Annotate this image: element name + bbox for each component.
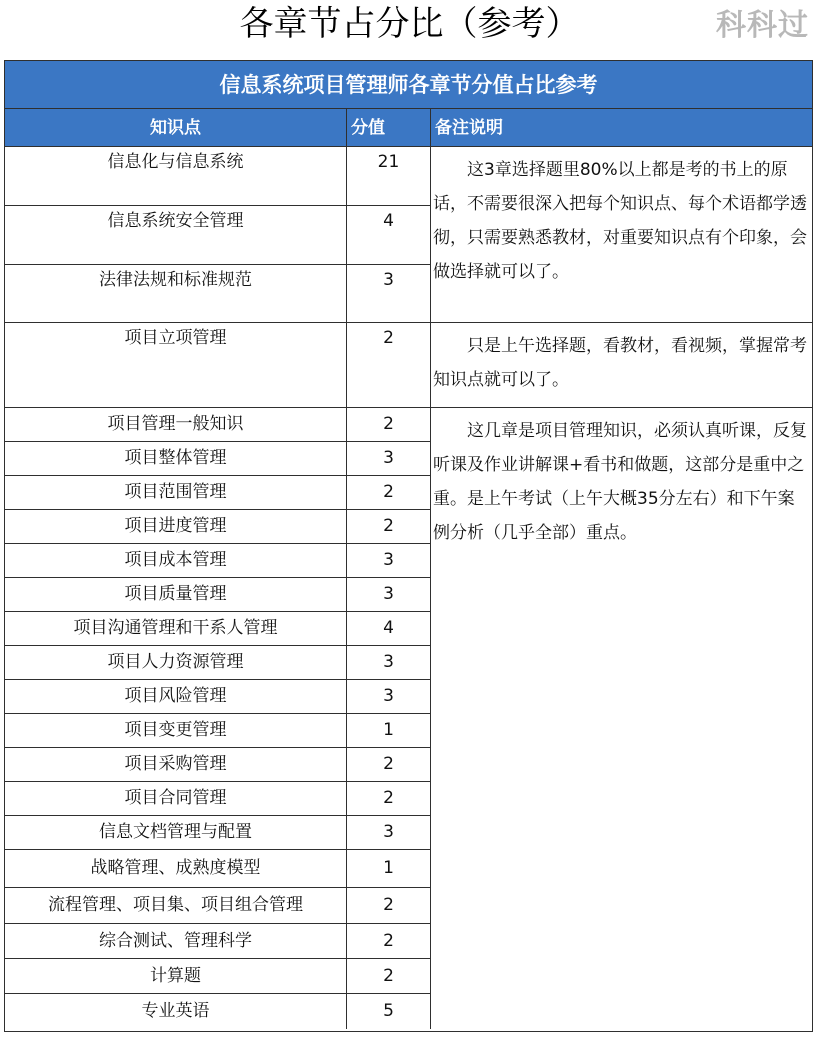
score-cell: 2 <box>347 959 431 994</box>
topic-cell: 项目变更管理 <box>5 714 347 748</box>
score-cell: 2 <box>347 323 431 408</box>
topic-cell: 项目整体管理 <box>5 442 347 476</box>
topic-cell: 项目管理一般知识 <box>5 408 347 442</box>
score-cell: 1 <box>347 714 431 748</box>
topic-cell: 信息系统安全管理 <box>5 206 347 265</box>
topic-cell: 项目立项管理 <box>5 323 347 408</box>
note-project-initiation: 只是上午选择题，看教材，看视频，掌握常考知识点就可以了。 <box>431 323 812 408</box>
page-title: 各章节占分比（参考） <box>239 4 580 44</box>
topic-cell: 综合测试、管理科学 <box>5 924 347 959</box>
note-project-management: 这几章是项目管理知识，必须认真听课，反复听课及作业讲解课+看书和做题，这部分是重中之重。是上午考试（上午大概35分左右）和下午案例分析（几乎全部）重点。 <box>433 421 807 543</box>
score-cell: 3 <box>347 816 431 850</box>
topic-cell: 计算题 <box>5 959 347 994</box>
topic-cell: 信息化与信息系统 <box>5 147 347 206</box>
score-cell: 3 <box>347 578 431 612</box>
topic-cell: 法律法规和标准规范 <box>5 265 347 323</box>
score-cell: 5 <box>347 994 431 1029</box>
score-cell: 2 <box>347 408 431 442</box>
score-cell: 2 <box>347 782 431 816</box>
topic-cell: 项目风险管理 <box>5 680 347 714</box>
topic-cell: 项目采购管理 <box>5 748 347 782</box>
score-cell: 2 <box>347 748 431 782</box>
header-notes: 备注说明 <box>431 109 812 147</box>
topic-cell: 项目质量管理 <box>5 578 347 612</box>
topic-cell: 战略管理、成熟度模型 <box>5 850 347 888</box>
header-topic: 知识点 <box>5 109 347 147</box>
topic-cell: 流程管理、项目集、项目组合管理 <box>5 888 347 924</box>
note-chapters-1-3: 这3章选择题里80%以上都是考的书上的原话，不需要很深入把每个知识点、每个术语都学透彻，只需要熟悉教材，对重要知识点有个印象，会做选择就可以了。 <box>431 147 812 323</box>
topic-cell: 项目范围管理 <box>5 476 347 510</box>
score-cell: 3 <box>347 265 431 323</box>
header-score: 分值 <box>347 109 431 147</box>
topic-cell: 项目人力资源管理 <box>5 646 347 680</box>
score-cell: 2 <box>347 924 431 959</box>
topic-cell: 项目成本管理 <box>5 544 347 578</box>
score-cell: 1 <box>347 850 431 888</box>
score-cell: 4 <box>347 206 431 265</box>
score-cell: 3 <box>347 646 431 680</box>
table-title: 信息系统项目管理师各章节分值占比参考 <box>5 61 812 109</box>
topic-cell: 项目进度管理 <box>5 510 347 544</box>
topic-cell: 专业英语 <box>5 994 347 1029</box>
topic-cell: 信息文档管理与配置 <box>5 816 347 850</box>
score-table <box>4 60 813 1032</box>
score-cell: 3 <box>347 544 431 578</box>
score-cell: 21 <box>347 147 431 206</box>
score-cell: 4 <box>347 612 431 646</box>
score-cell: 2 <box>347 888 431 924</box>
score-cell: 3 <box>347 442 431 476</box>
topic-cell: 项目合同管理 <box>5 782 347 816</box>
score-cell: 2 <box>347 510 431 544</box>
topic-cell: 项目沟通管理和干系人管理 <box>5 612 347 646</box>
score-cell: 2 <box>347 476 431 510</box>
score-cell: 3 <box>347 680 431 714</box>
watermark-logo: 科科过 <box>716 8 809 43</box>
